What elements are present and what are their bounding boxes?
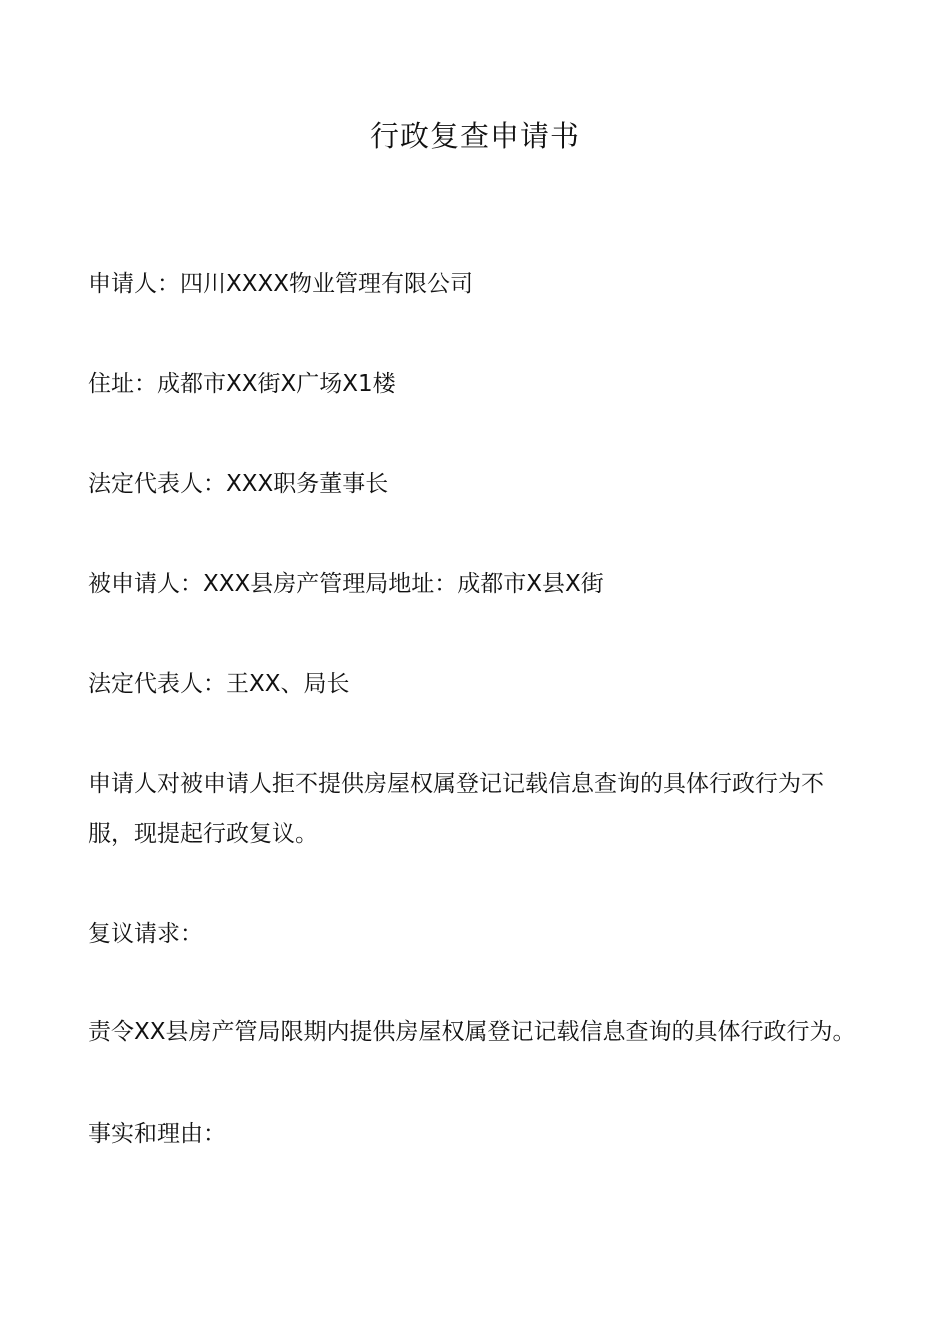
respondent-line: 被申请人：XXX县房产管理局地址：成都市X县X街 (88, 571, 604, 597)
request-heading: 复议请求： (88, 921, 203, 947)
address-line: 住址：成都市XX街X广场X1楼 (88, 371, 396, 397)
statement-line-1: 申请人对被申请人拒不提供房屋权属登记记载信息查询的具体行政行为不 (88, 771, 824, 797)
statement-line-2: 服，现提起行政复议。 (88, 821, 318, 847)
facts-heading: 事实和理由： (88, 1121, 226, 1147)
respondent-legal-rep-line: 法定代表人：王XX、局长 (88, 671, 350, 697)
document-title: 行政复查申请书 (369, 119, 580, 153)
request-body: 责令XX县房产管局限期内提供房屋权属登记记载信息查询的具体行政行为。 (88, 1019, 856, 1045)
applicant-line: 申请人：四川XXXX物业管理有限公司 (88, 271, 474, 297)
legal-rep-line: 法定代表人：XXX职务董事长 (88, 471, 389, 497)
